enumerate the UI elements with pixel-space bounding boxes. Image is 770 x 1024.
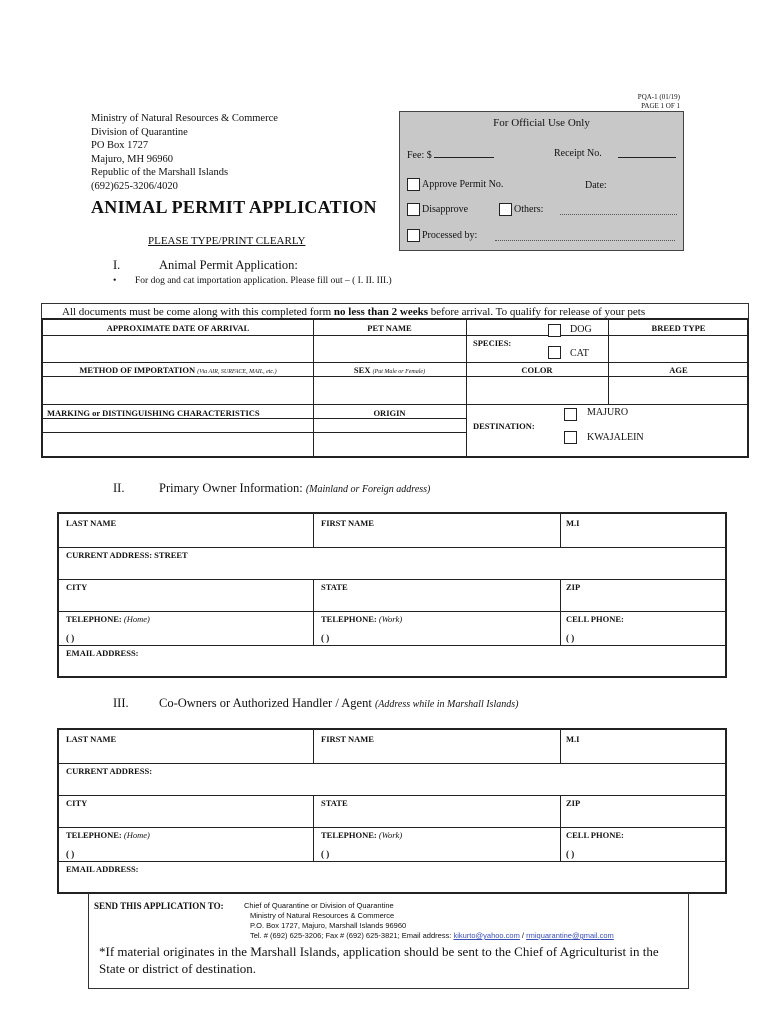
arrival-date-field[interactable]	[45, 337, 311, 361]
owner-email-field[interactable]	[63, 660, 723, 675]
agent-email-field[interactable]	[63, 876, 723, 891]
method-header: METHOD OF IMPORTATION (Via AIR, SURFACE, MAIL, etc.)	[79, 365, 277, 375]
date-label: Date:	[585, 180, 607, 191]
processed-label: Processed by:	[422, 229, 478, 241]
agent-city-label: CITY	[66, 798, 88, 808]
agent-zip-field[interactable]	[564, 810, 724, 825]
arrival-date-header: APPROXIMATE DATE OF ARRIVAL	[106, 323, 250, 333]
section-1-heading: I. Animal Permit Application:	[113, 258, 298, 272]
owner-address-label: CURRENT ADDRESS: STREET	[66, 550, 188, 560]
owner-city-label: CITY	[66, 582, 88, 592]
section-2-heading: II. Primary Owner Information: (Mainland or Foreign address)	[113, 481, 431, 495]
owner-home-phone-field[interactable]: ( )	[66, 633, 75, 643]
agent-address-label: CURRENT ADDRESS:	[66, 766, 153, 776]
send-application-box	[88, 893, 689, 989]
agent-city-field[interactable]	[63, 810, 309, 825]
agent-home-phone-field[interactable]: ( )	[66, 849, 75, 859]
agency-address: Ministry of Natural Resources & Commerce Division of Quarantine PO Box 1727 Majuro, MH 96960 Republic of the Marshall Islands (692)625-3206/4020	[91, 113, 278, 192]
processed-field[interactable]	[495, 231, 675, 241]
pet-name-header: PET NAME	[367, 323, 412, 333]
agent-state-field[interactable]	[317, 810, 557, 825]
send-to-address: Chief of Quarantine or Division of Quarantine Ministry of Natural Resources & Commerce P.O. Box 1727, Majuro, Marshall Islands 96960 Tel. # (692) 625-3206; Fax # (692) 625-3821; Email address: kikurto@yahoo.com / rmiquarantine@gmail.com	[244, 901, 614, 940]
kwajalein-label: KWAJALEIN	[587, 432, 644, 443]
origin-field[interactable]	[315, 434, 464, 456]
agent-first-name-field[interactable]	[317, 746, 557, 761]
approve-checkbox[interactable]	[407, 178, 420, 191]
primary-owner-table	[57, 512, 727, 678]
agent-home-phone-label: TELEPHONE: (Home)	[66, 830, 150, 840]
owner-zip-field[interactable]	[564, 594, 724, 609]
agent-mi-label: M.I	[566, 734, 580, 744]
sex-header: SEX (Put Male or Female)	[353, 365, 426, 375]
breed-header: BREED TYPE	[651, 323, 706, 333]
owner-last-name-field[interactable]	[63, 530, 309, 545]
footnote: *If material originates in the Marshall Islands, application should be sent to the Chief of Agriculturist in the State or district of destination.	[99, 944, 659, 976]
section-3-heading: III. Co-Owners or Authorized Handler / Agent (Address while in Marshall Islands)	[113, 696, 519, 710]
agent-state-label: STATE	[321, 798, 348, 808]
color-field[interactable]	[468, 378, 606, 403]
age-header: AGE	[669, 365, 688, 375]
agent-last-name-label: LAST NAME	[66, 734, 117, 744]
co-owner-table	[57, 728, 727, 894]
email-link-kikurto[interactable]: kikurto@yahoo.com	[453, 931, 520, 940]
agent-last-name-field[interactable]	[63, 746, 309, 761]
cat-checkbox[interactable]	[548, 346, 561, 359]
owner-mi-label: M.I	[566, 518, 580, 528]
pet-info-table	[41, 318, 749, 458]
owner-mi-field[interactable]	[564, 530, 724, 545]
kwajalein-checkbox[interactable]	[564, 431, 577, 444]
species-label: SPECIES:	[473, 338, 512, 348]
processed-checkbox[interactable]	[407, 229, 420, 242]
owner-work-phone-label: TELEPHONE: (Work)	[321, 614, 403, 624]
pet-name-field[interactable]	[315, 337, 464, 361]
agent-email-label: EMAIL ADDRESS:	[66, 864, 139, 874]
official-title: For Official Use Only	[493, 117, 590, 129]
owner-first-name-field[interactable]	[317, 530, 557, 545]
cat-label: CAT	[570, 348, 589, 359]
majuro-checkbox[interactable]	[564, 408, 577, 421]
agent-work-phone-label: TELEPHONE: (Work)	[321, 830, 403, 840]
owner-zip-label: ZIP	[566, 582, 581, 592]
color-header: COLOR	[521, 365, 553, 375]
agent-cell-phone-field[interactable]: ( )	[566, 849, 575, 859]
origin-header: ORIGIN	[373, 408, 406, 418]
agent-address-field[interactable]	[63, 778, 723, 793]
email-link-rmiquarantine[interactable]: rmiquarantine@gmail.com	[526, 931, 614, 940]
agent-first-name-label: FIRST NAME	[321, 734, 374, 744]
others-field[interactable]	[560, 205, 677, 215]
form-code: PQA-1 (01/19) PAGE 1 OF 1	[637, 93, 680, 110]
disapprove-checkbox[interactable]	[407, 203, 420, 216]
disapprove-label: Disapprove	[422, 203, 469, 215]
owner-work-phone-field[interactable]: ( )	[321, 633, 330, 643]
agent-work-phone-field[interactable]: ( )	[321, 849, 330, 859]
method-field[interactable]	[45, 378, 311, 403]
agent-cell-phone-label: CELL PHONE:	[566, 830, 624, 840]
owner-last-name-label: LAST NAME	[66, 518, 117, 528]
owner-state-label: STATE	[321, 582, 348, 592]
marking-field[interactable]	[45, 434, 311, 456]
sex-field[interactable]	[315, 378, 464, 403]
approve-label: Approve Permit No.	[422, 178, 504, 190]
agent-zip-label: ZIP	[566, 798, 581, 808]
owner-address-field[interactable]	[63, 562, 723, 577]
owner-state-field[interactable]	[317, 594, 557, 609]
others-label: Others:	[514, 203, 544, 215]
others-checkbox[interactable]	[499, 203, 512, 216]
owner-cell-phone-label: CELL PHONE:	[566, 614, 624, 624]
marking-header: MARKING or DISTINGUISHING CHARACTERISTICS	[47, 408, 260, 418]
receipt-field[interactable]	[618, 148, 676, 158]
arrival-notice: All documents must be come along with this completed form no less than 2 weeks before arrival. To qualify for release of your pets	[41, 303, 749, 320]
agent-mi-field[interactable]	[564, 746, 724, 761]
fee-label: Fee: $	[407, 150, 432, 161]
owner-city-field[interactable]	[63, 594, 309, 609]
dog-label: DOG	[570, 324, 592, 335]
fee-field[interactable]	[434, 148, 494, 158]
receipt-label: Receipt No.	[554, 148, 602, 159]
dog-checkbox[interactable]	[548, 324, 561, 337]
owner-email-label: EMAIL ADDRESS:	[66, 648, 139, 658]
official-use-box	[399, 111, 684, 251]
page-title: ANIMAL PERMIT APPLICATION	[91, 197, 377, 217]
breed-field[interactable]	[610, 337, 747, 361]
type-print-instruction: PLEASE TYPE/PRINT CLEARLY	[148, 235, 306, 247]
age-field[interactable]	[610, 378, 747, 403]
owner-first-name-label: FIRST NAME	[321, 518, 374, 528]
destination-label: DESTINATION:	[473, 421, 535, 431]
majuro-label: MAJURO	[587, 407, 629, 418]
section-1-bullet: • For dog and cat importation application. Please fill out – ( I. II. III.)	[113, 276, 392, 286]
send-to-label: SEND THIS APPLICATION TO:	[94, 901, 224, 911]
owner-cell-phone-field[interactable]: ( )	[566, 633, 575, 643]
owner-home-phone-label: TELEPHONE: (Home)	[66, 614, 150, 624]
